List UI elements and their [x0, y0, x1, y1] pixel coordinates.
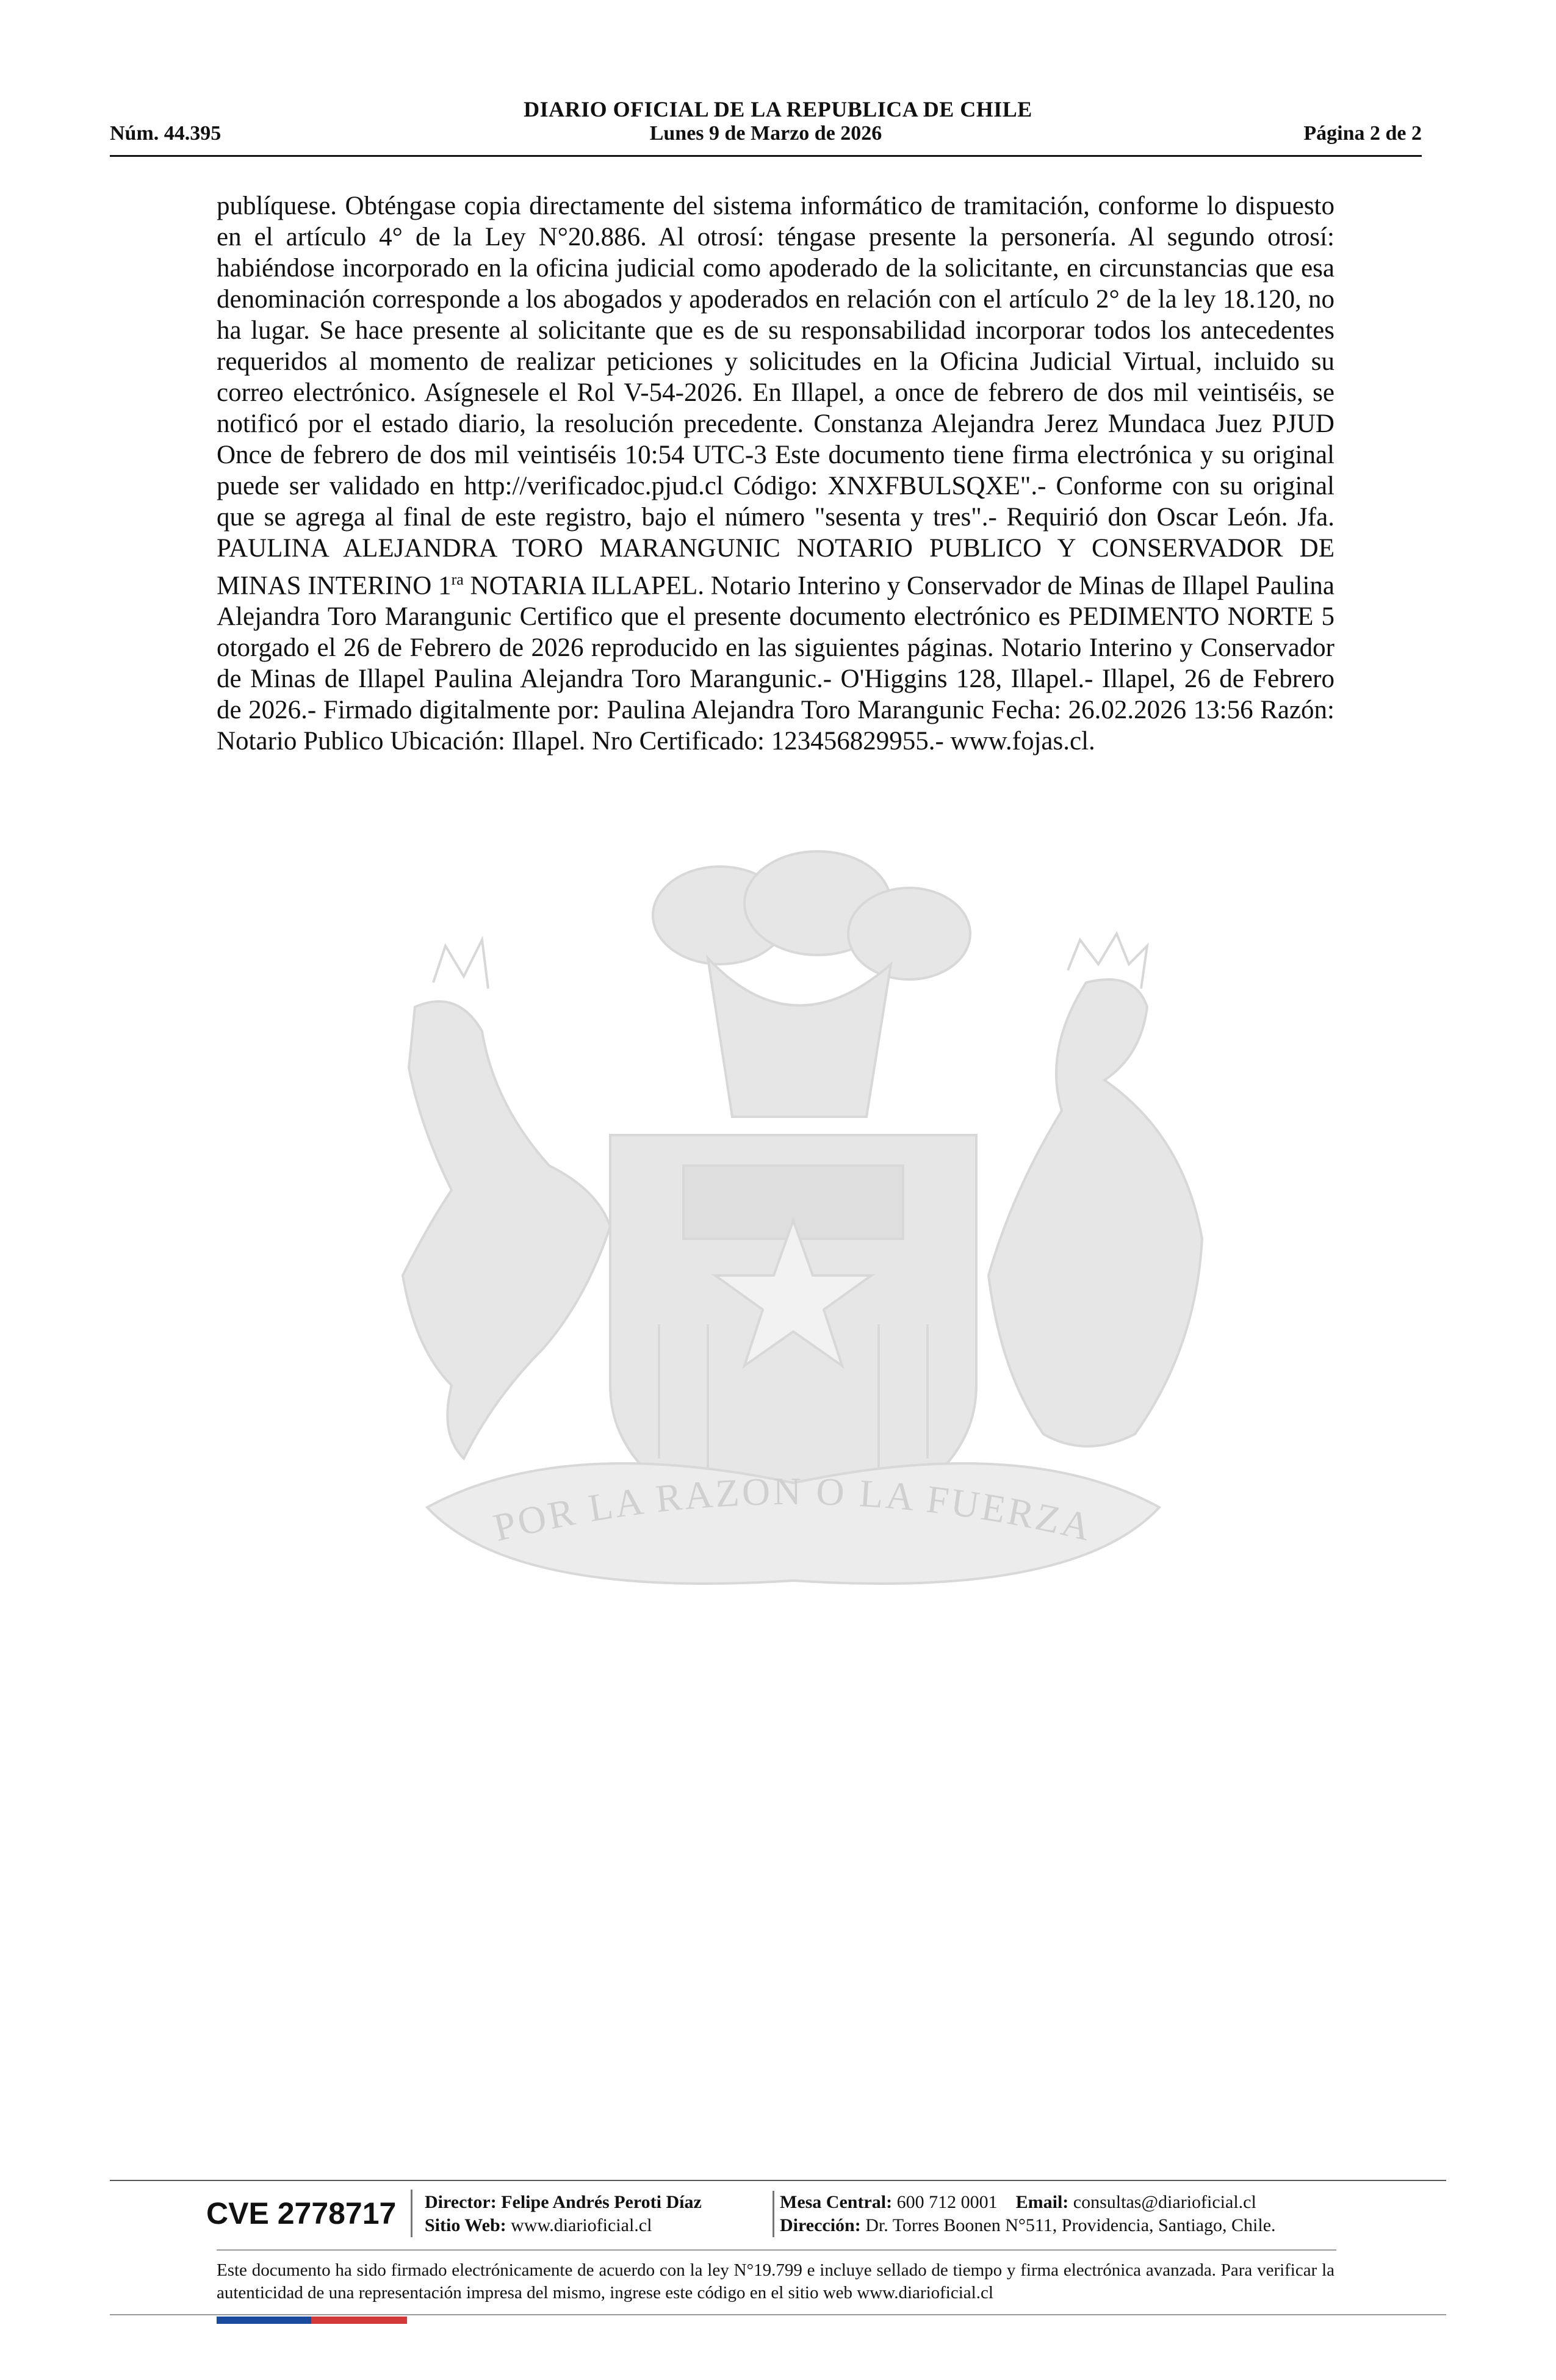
flag-stripe-blue — [217, 2317, 311, 2324]
direccion-label: Dirección: — [780, 2215, 861, 2235]
plumes-icon — [653, 851, 970, 1117]
footer-mid-divider — [217, 2249, 1336, 2251]
contact-block — [780, 2191, 1341, 2237]
footer-bottom-divider — [110, 2314, 1446, 2315]
cve-code: CVE 2778717 — [206, 2190, 412, 2237]
huemul-icon — [403, 940, 610, 1459]
mesa-phone: 600 712 0001 — [896, 2192, 998, 2212]
email-link[interactable]: consultas@diarioficial.cl — [1073, 2192, 1256, 2212]
web-label: Sitio Web: — [425, 2215, 506, 2235]
flag-stripe-red — [311, 2317, 407, 2324]
body-paragraph — [217, 190, 1334, 757]
motto-text: POR LA RAZON O LA FUERZA — [489, 1469, 1097, 1549]
ordinal-superscript: ra — [451, 571, 464, 588]
header-divider — [110, 155, 1422, 157]
issue-number: Núm. 44.395 — [110, 122, 222, 145]
condor-icon — [989, 934, 1202, 1446]
director-name: Felipe Andrés Peroti Díaz — [501, 2192, 702, 2212]
email-label: Email: — [1015, 2192, 1069, 2212]
page-number: Página 2 de 2 — [1303, 122, 1422, 145]
mesa-label: Mesa Central: — [780, 2192, 893, 2212]
footer-top-divider — [110, 2180, 1446, 2181]
body-text-part-1: publíquese. Obténgase copia directamente del sistema informático de tramitación, conforme lo dispuesto en el artículo 4° de la Ley N°20.886. Al otrosí: téngase presente la personería. Al segundo otrosí: habiéndose incorporado en la oficina judicial como apoderado de la solicitante, en circunstancias que esa denominación corresponde a los abogados y apoderados en relación con el artículo 2° de la ley 18.120, no ha lugar. Se hace presente al solicitante que es de su responsabilidad incorporar todos los antecedentes requeridos al momento de realizar peticiones y solicitudes en la Oficina Judicial Virtual, incluido su correo electrónico. Asígnesele el Rol V-54-2026. En Illapel, a once de febrero de dos mil veintiséis, se notificó por el estado diario, la resolución precedente. Constanza Alejandra Jerez Mundaca Juez PJUD Once de febrero de dos mil veintiséis 10:54 UTC-3 Este documento tiene firma electrónica y su original puede ser validado en http://verificadoc.pjud.cl Código: XNXFBULSQXE".- Conforme con su original que se agrega al final de este registro, bajo el número "sesenta y tres".- Requirió don Oscar León. Jfa. PAULINA ALEJANDRA TORO MARANGUNIC NOTARIO PUBLICO Y CONSERVADOR DE MINAS INTERINO 1 — [217, 192, 1334, 600]
director-label: Director: — [425, 2192, 497, 2212]
issue-date: Lunes 9 de Marzo de 2026 — [649, 122, 882, 145]
body-text-part-2: NOTARIA ILLAPEL. Notario Interino y Conservador de Minas de Illapel Paulina Alejandra Toro Marangunic Certifico que el presente documento electrónico es PEDIMENTO NORTE 5 otorgado el 26 de Febrero de 2026 reproducido en las siguientes páginas. Notario Interino y Conservador de Minas de Illapel Paulina Alejandra Toro Marangunic.- O'Higgins 128, Illapel.- Illapel, 26 de Febrero de 2026.- Firmado digitalmente por: Paulina Alejandra Toro Marangunic Fecha: 26.02.2026 13:56 Razón: Notario Publico Ubicación: Illapel. Nro Certificado: 123456829955.- www.fojas.cl. — [217, 571, 1334, 756]
web-link[interactable]: www.diarioficial.cl — [511, 2215, 652, 2235]
direccion-value: Dr. Torres Boonen N°511, Providencia, Santiago, Chile. — [865, 2215, 1276, 2235]
newspaper-title: DIARIO OFICIAL DE LA REPUBLICA DE CHILE — [524, 97, 1032, 121]
coat-of-arms-watermark — [342, 848, 1245, 1666]
director-block — [425, 2191, 774, 2237]
header-row — [110, 122, 1422, 149]
signature-disclaimer: Este documento ha sido firmado electrónicamente de acuerdo con la ley N°19.799 e incluye sellado de tiempo y firma electrónica avanzada. Para verificar la autenticidad de una representación impresa del mismo, ingrese este código en el sitio web www.diarioficial.cl — [217, 2260, 1334, 2302]
